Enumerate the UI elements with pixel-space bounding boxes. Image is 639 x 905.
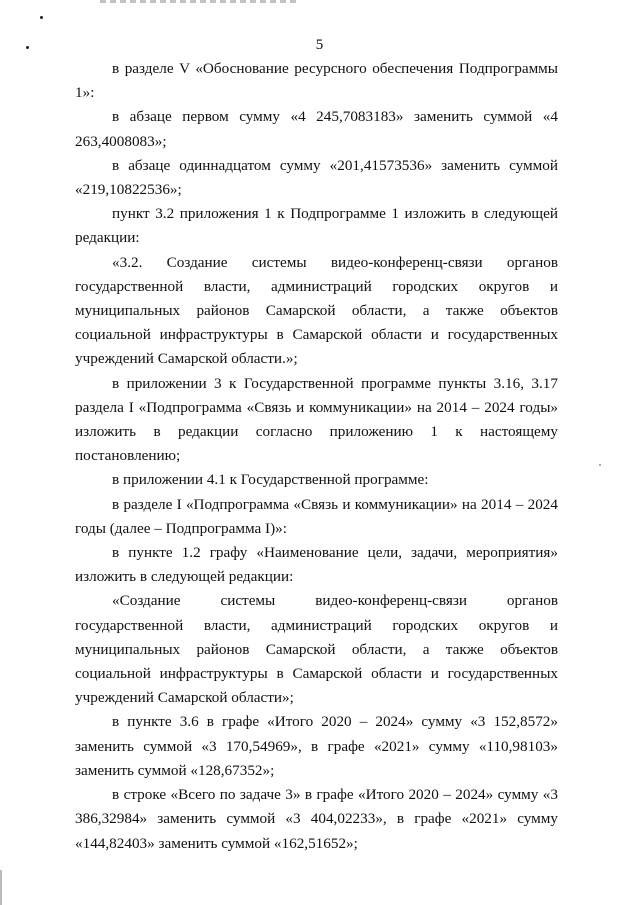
scan-speck	[599, 464, 601, 466]
paragraph: «Создание системы видео-конференц-связи органов государственной власти, администраций городских округов и муниципальных районов Самарской области, а также объектов социальной инфраструктуры в Самарской области и государственных учреждений Самарской области»;	[75, 592, 558, 707]
paragraph: в приложении 3 к Государственной программе пункты 3.16, 3.17 раздела I «Подпрограмма «Связь и коммуникации» на 2014 – 2024 годы» изложить в редакции согласно приложению 1 к настоящему постановлению;	[75, 374, 558, 465]
paragraph: в абзаце первом сумму «4 245,7083183» заменить суммой «4 263,4008083»;	[75, 108, 558, 150]
document-body	[75, 57, 558, 856]
paragraph: в строке «Всего по задаче 3» в графе «Итого 2020 – 2024» сумму «3 386,32984» заменить суммой «3 404,02233», в графе «2021» сумму «144,82403» заменить суммой «162,51652»;	[75, 786, 558, 852]
paragraph: в пункте 3.6 в графе «Итого 2020 – 2024» сумму «3 152,8572» заменить суммой «3 170,54969», в графе «2021» сумму «110,98103» заменить суммой «128,67352»;	[75, 713, 558, 779]
paragraph: «3.2. Создание системы видео-конференц-связи органов государственной власти, администраций городских округов и муниципальных районов Самарской области, а также объектов социальной инфраструктуры в Самарской области и государственных учреждений Самарской области.»;	[75, 253, 558, 368]
paragraph: пункт 3.2 приложения 1 к Подпрограмме 1 изложить в следующей редакции:	[75, 205, 558, 247]
paragraph: в приложении 4.1 к Государственной программе:	[112, 471, 429, 489]
paragraph: в пункте 1.2 графу «Наименование цели, задачи, мероприятия» изложить в следующей редакции:	[75, 544, 558, 586]
scan-artifact-line	[100, 0, 300, 3]
page-number: 5	[315, 37, 324, 53]
scan-edge-mark	[0, 870, 2, 905]
scan-speck	[40, 16, 43, 19]
paragraph: в разделе V «Обоснование ресурсного обеспечения Подпрограммы 1»:	[75, 60, 558, 102]
paragraph: в разделе I «Подпрограмма «Связь и коммуникации» на 2014 – 2024 годы (далее – Подпрограмма I)»:	[75, 495, 558, 537]
paragraph: в абзаце одиннадцатом сумму «201,41573536» заменить суммой «219,10822536»;	[75, 156, 558, 199]
